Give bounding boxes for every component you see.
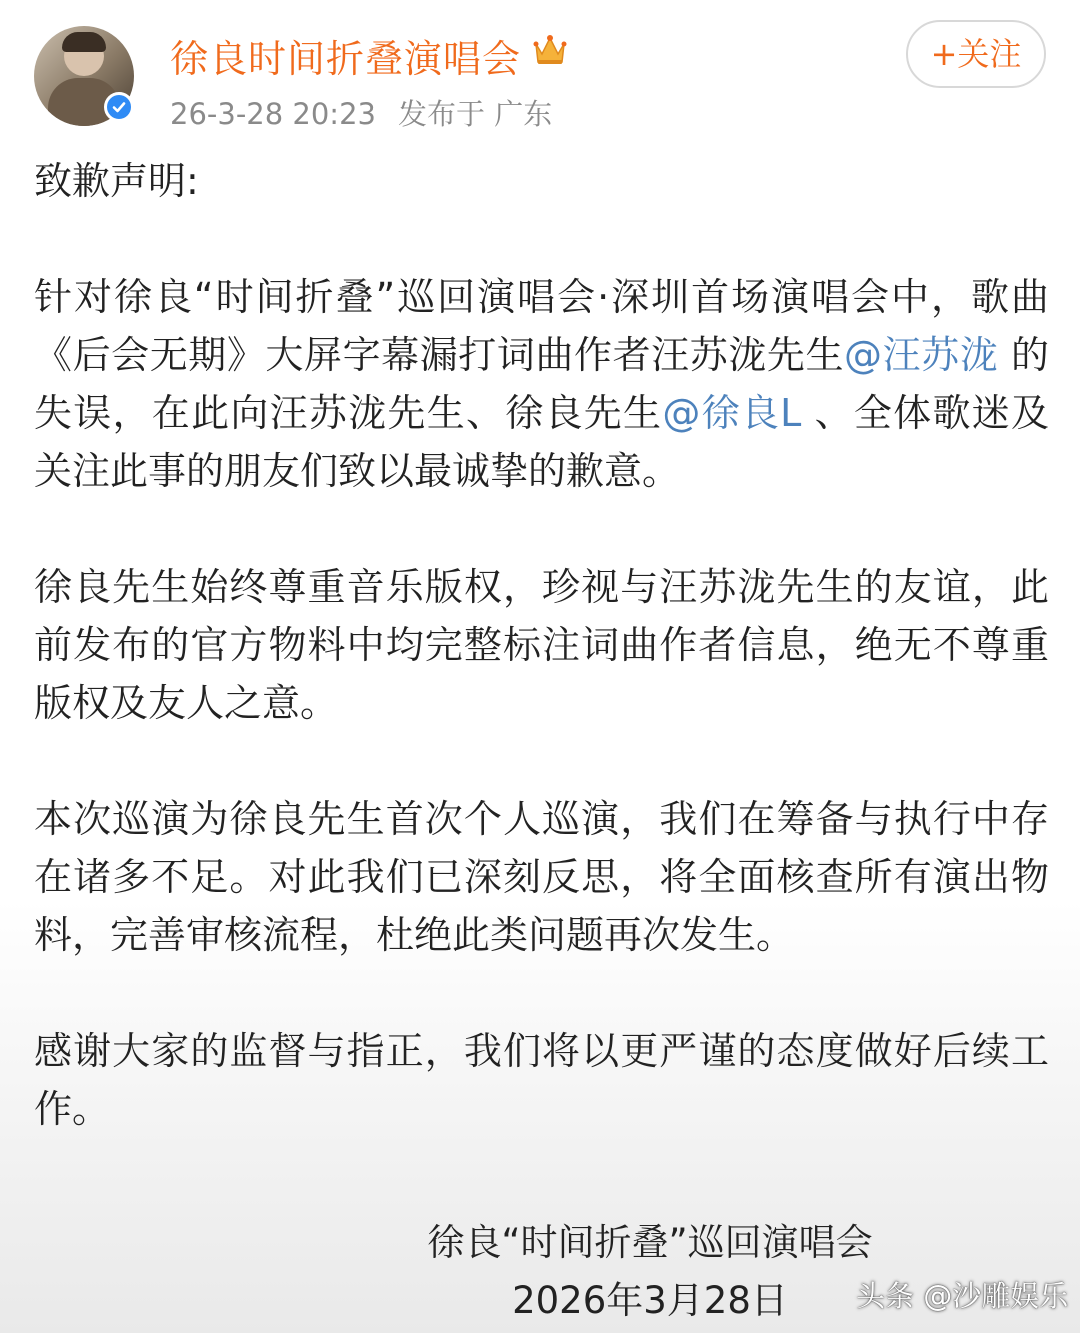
crown-icon <box>530 30 570 70</box>
signature-date: 2026年3月28日 <box>512 1279 788 1322</box>
paragraph-1-text-b: 的失误，在此向汪苏泷先生、徐良先生 <box>34 333 1049 435</box>
watermark: 头条 @沙雕娱乐 <box>856 1279 1069 1313</box>
statement-title: 致歉声明: <box>34 159 199 203</box>
follow-button[interactable]: +关注 <box>906 20 1046 88</box>
verified-badge-icon <box>104 92 134 122</box>
paragraph-3: 本次巡演为徐良先生首次个人巡演，我们在筹备与执行中存在诸多不足。对此我们已深刻反思，将全面核查所有演出物料，完善审核流程，杜绝此类问题再次发生。 <box>34 797 1049 957</box>
post-location: 发布于 广东 <box>397 97 553 131</box>
mention-link-xu-liang[interactable]: @徐良L <box>662 391 802 435</box>
account-name[interactable]: 徐良时间折叠演唱会 <box>170 37 522 81</box>
mention-link-wang-sulong[interactable]: @汪苏泷 <box>844 333 999 377</box>
paragraph-1-text-c: 、全体歌迷及关注此事的朋友们致以最诚挚的歉意。 <box>34 391 1049 493</box>
paragraph-4: 感谢大家的监督与指正，我们将以更严谨的态度做好后续工作。 <box>34 1029 1049 1131</box>
post-meta <box>170 92 574 133</box>
paragraph-1-text-a: 针对徐良“时间折叠”巡回演唱会·深圳首场演唱会中，歌曲《后会无期》大屏字幕漏打词曲作者汪苏泷先生 <box>34 275 1049 377</box>
post-header <box>0 0 1080 150</box>
post-timestamp: 26-3-28 20:23 <box>170 97 376 131</box>
signature-org: 徐良“时间折叠”巡回演唱会 <box>427 1221 873 1264</box>
post-body <box>34 152 1049 1138</box>
signature <box>400 1214 900 1330</box>
paragraph-2: 徐良先生始终尊重音乐版权，珍视与汪苏泷先生的友谊，此前发布的官方物料中均完整标注词曲作者信息，绝无不尊重版权及友人之意。 <box>34 565 1049 725</box>
paragraph-1 <box>34 268 1049 500</box>
